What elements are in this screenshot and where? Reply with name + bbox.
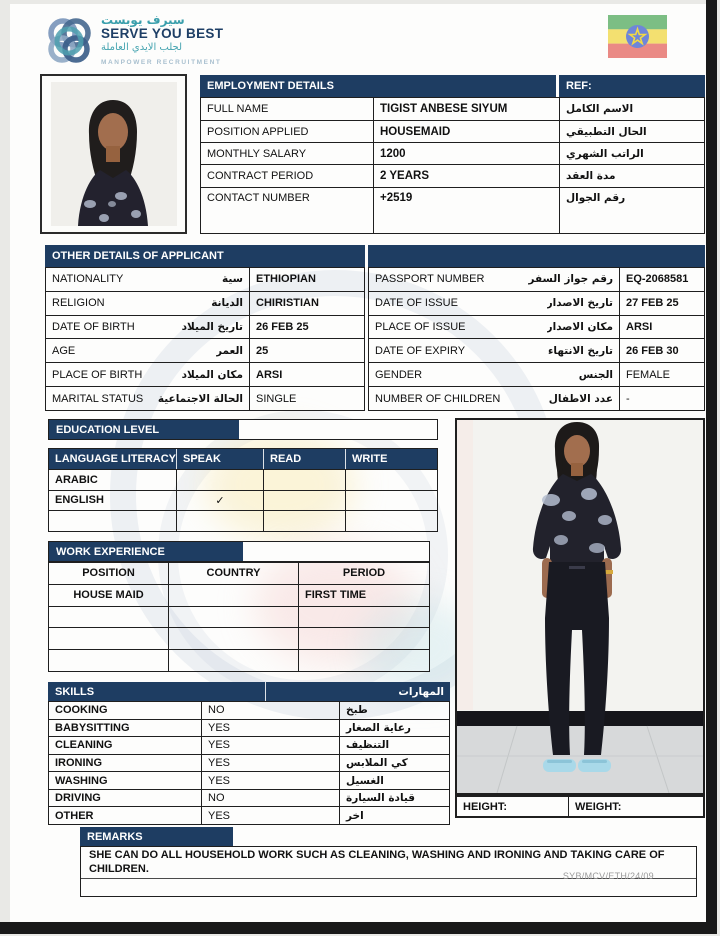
field-label-arabic: الجنس [578, 368, 613, 381]
table-row [46, 338, 364, 362]
field-value: EQ-2068581 [619, 268, 704, 291]
field-value: 1200 [373, 143, 559, 164]
table-row [201, 187, 704, 233]
skill-label: DRIVING [55, 792, 101, 805]
ref-label: REF: [559, 75, 705, 97]
country-cell [168, 607, 298, 628]
field-label: FULL NAME [207, 103, 269, 115]
field-label-arabic: مدة العقد [559, 165, 704, 187]
field-value: +2519 [373, 188, 559, 233]
field-label-arabic: تاريخ الميلاد [181, 321, 243, 334]
employment-details-table [200, 97, 705, 234]
table-row [49, 806, 449, 824]
period-cell [298, 650, 429, 671]
field-value: CHIRISTIAN [249, 292, 364, 315]
read-cell [263, 470, 345, 490]
position-cell [49, 607, 168, 628]
table-row [49, 719, 449, 737]
table-row [49, 584, 429, 606]
agency-logo-icon [42, 13, 96, 74]
field-label: POSITION APPLIED [207, 125, 309, 138]
remarks-text: SHE CAN DO ALL HOUSEHOLD WORK SUCH AS CLEANING, WASHING AND IRONING AND TAKING CARE OF CHILDREN. [89, 849, 665, 875]
weight-label: WEIGHT: [568, 797, 703, 816]
employment-details-title: EMPLOYMENT DETAILS [200, 75, 556, 97]
remarks-title: REMARKS [80, 827, 233, 846]
field-label-arabic: الاسم الكامل [559, 98, 704, 120]
table-row [369, 315, 704, 339]
write-cell [345, 511, 437, 531]
language-literacy-table [48, 448, 438, 532]
field-label [46, 268, 249, 291]
skill-label: IRONING [55, 757, 103, 770]
column-header: LANGUAGE LITERACY [55, 452, 176, 465]
table-row [49, 510, 437, 531]
table-row [369, 268, 704, 291]
skill-value: NO [201, 790, 339, 807]
field-value: SINGLE [249, 387, 364, 410]
field-label-arabic: تاريخ الاصدار [546, 297, 613, 310]
skill-label-arabic: قيادة السيارة [339, 790, 449, 807]
table-row [46, 268, 364, 291]
table-row [369, 291, 704, 315]
column-header: PERIOD [298, 563, 429, 584]
other-details-title: OTHER DETAILS OF APPLICANT [45, 245, 365, 267]
field-value: ARSI [249, 363, 364, 386]
skill-label: OTHER [55, 809, 94, 822]
table-row [201, 98, 704, 120]
field-label-text: GENDER [375, 368, 423, 381]
language-name: ENGLISH [55, 494, 104, 507]
field-label [46, 339, 249, 362]
field-label [46, 387, 249, 410]
field-label-text: RELIGION [52, 297, 105, 310]
field-value: HOUSEMAID [373, 121, 559, 142]
speak-cell [176, 470, 263, 490]
field-label-text: DATE OF ISSUE [375, 297, 458, 310]
applicant-fullbody-photo [455, 418, 705, 795]
page-edge-shadow [706, 0, 717, 934]
field-value: - [619, 387, 704, 410]
field-label [369, 292, 619, 315]
column-header: WRITE [345, 449, 437, 469]
column-header: READ [263, 449, 345, 469]
field-label [46, 363, 249, 386]
position-cell: HOUSE MAID [73, 589, 144, 602]
column-header: POSITION [82, 567, 135, 580]
other-details-right-table [368, 267, 705, 411]
table-row [49, 469, 437, 490]
table-row [49, 490, 437, 511]
other-details-title-right [368, 245, 705, 267]
period-cell [298, 607, 429, 628]
skill-label-arabic: التنظيف [339, 737, 449, 754]
column-header: COUNTRY [168, 563, 298, 584]
table-row [49, 627, 429, 649]
country-cell [168, 650, 298, 671]
skills-title: SKILLS [55, 685, 95, 698]
work-experience-title: WORK EXPERIENCE [49, 542, 243, 561]
skills-title-bar [48, 682, 450, 701]
field-label [369, 387, 619, 410]
header-divider [265, 682, 266, 701]
field-label [46, 292, 249, 315]
language-name [49, 511, 176, 531]
skill-value: YES [201, 737, 339, 754]
skill-label: CLEANING [55, 739, 113, 752]
field-label-text: DATE OF EXPIRY [375, 344, 466, 357]
field-value: 26 FEB 25 [249, 316, 364, 339]
position-cell [49, 650, 168, 671]
field-label-arabic: عدد الاطفال [548, 392, 613, 405]
height-weight-row [455, 795, 705, 818]
table-header-row [49, 449, 437, 469]
table-row [49, 736, 449, 754]
field-label [369, 363, 619, 386]
remarks-box [80, 846, 697, 897]
field-label-arabic: رقم الجوال [559, 188, 704, 233]
field-label-arabic: العمر [215, 344, 243, 357]
table-row [201, 164, 704, 187]
field-label-text: PLACE OF ISSUE [375, 321, 466, 334]
write-cell [345, 470, 437, 490]
skill-label: COOKING [55, 704, 108, 717]
field-label-arabic: رقم جواز السفر [528, 273, 613, 286]
table-row [49, 754, 449, 772]
skill-value: YES [201, 755, 339, 772]
skill-label-arabic: الغسيل [339, 772, 449, 789]
doc-code: SYB/MCV/ETH/24/09 [562, 871, 654, 881]
speak-cell: ✓ [176, 491, 263, 511]
field-value: 26 FEB 30 [619, 339, 704, 362]
field-label [46, 316, 249, 339]
field-label-arabic: الحال التطبيقي [559, 121, 704, 142]
field-value: ARSI [619, 316, 704, 339]
table-row [46, 315, 364, 339]
skill-value: NO [201, 702, 339, 719]
field-value: 25 [249, 339, 364, 362]
agency-tagline: MANPOWER RECRUITMENT [101, 59, 222, 66]
other-details-left-table [45, 267, 365, 411]
agency-arabic-tagline: لجلب الايدي العاملة [101, 42, 183, 53]
position-cell [49, 628, 168, 649]
field-value: TIGIST ANBESE SIYUM [373, 98, 559, 120]
work-experience-table [48, 562, 430, 672]
read-cell [263, 491, 345, 511]
field-label-text: NUMBER OF CHILDREN [375, 392, 501, 405]
field-label: CONTACT NUMBER [207, 192, 310, 204]
table-row [369, 338, 704, 362]
country-cell [168, 628, 298, 649]
skill-value: YES [201, 807, 339, 824]
work-experience-section [48, 541, 430, 562]
table-row [46, 386, 364, 410]
ethiopia-flag-icon [608, 15, 667, 58]
field-value: 27 FEB 25 [619, 292, 704, 315]
field-value: FEMALE [619, 363, 704, 386]
skill-label-arabic: رعاية الصغار [339, 720, 449, 737]
field-label-text: PLACE OF BIRTH [52, 368, 143, 381]
table-row [49, 789, 449, 807]
skills-table [48, 701, 450, 825]
table-row [457, 797, 703, 816]
field-label-arabic: الراتب الشهري [559, 143, 704, 164]
table-row [46, 362, 364, 386]
agency-arabic-name: سيرف يوبست [101, 13, 185, 27]
period-cell [298, 628, 429, 649]
field-label-text: PASSPORT NUMBER [375, 273, 485, 286]
field-label: MONTHLY SALARY [207, 147, 307, 160]
skill-value: YES [201, 720, 339, 737]
agency-logo-text [101, 13, 223, 70]
table-row [49, 606, 429, 628]
column-header: SPEAK [176, 449, 263, 469]
table-row [49, 771, 449, 789]
table-row [369, 362, 704, 386]
write-cell [345, 491, 437, 511]
field-label-arabic: سية [222, 273, 243, 286]
field-label-arabic: تاريخ الانتهاء [548, 344, 613, 357]
applicant-headshot-photo [40, 74, 187, 234]
skill-label: BABYSITTING [55, 721, 130, 734]
field-label: CONTRACT PERIOD [207, 170, 314, 182]
period-cell: FIRST TIME [298, 585, 429, 606]
height-label: HEIGHT: [463, 800, 507, 813]
table-row [201, 142, 704, 164]
field-label [369, 339, 619, 362]
field-label-text: MARITAL STATUS [52, 392, 144, 405]
field-label-text: NATIONALITY [52, 273, 124, 286]
field-label-arabic: مكان الميلاد [181, 368, 243, 381]
skill-value: YES [201, 772, 339, 789]
table-row [49, 702, 449, 719]
table-row [201, 120, 704, 142]
education-level-section [48, 419, 438, 440]
field-value: 2 YEARS [373, 165, 559, 187]
skill-label-arabic: كي الملابس [339, 755, 449, 772]
table-row [49, 649, 429, 671]
language-name: ARABIC [55, 473, 98, 486]
field-label-arabic: الحالة الاجتماعية [157, 392, 243, 405]
field-label-text: AGE [52, 344, 76, 357]
country-cell [168, 585, 298, 606]
field-label [369, 268, 619, 291]
field-label-text: DATE OF BIRTH [52, 321, 135, 334]
speak-cell [176, 511, 263, 531]
table-row [369, 386, 704, 410]
read-cell [263, 511, 345, 531]
field-label [369, 316, 619, 339]
skill-label-arabic: اخر [339, 807, 449, 824]
field-label-arabic: مكان الاصدار [546, 321, 613, 334]
table-row [46, 291, 364, 315]
field-label-arabic: الديانة [211, 297, 243, 310]
skill-label-arabic: طبخ [339, 702, 449, 719]
skill-label: WASHING [55, 774, 108, 787]
education-level-title: EDUCATION LEVEL [49, 420, 239, 439]
table-header-row [49, 563, 429, 584]
agency-name: SERVE YOU BEST [101, 26, 224, 41]
page-edge-shadow [0, 922, 717, 934]
field-value: ETHIOPIAN [249, 268, 364, 291]
skills-title-arabic: المهارات [398, 685, 444, 698]
